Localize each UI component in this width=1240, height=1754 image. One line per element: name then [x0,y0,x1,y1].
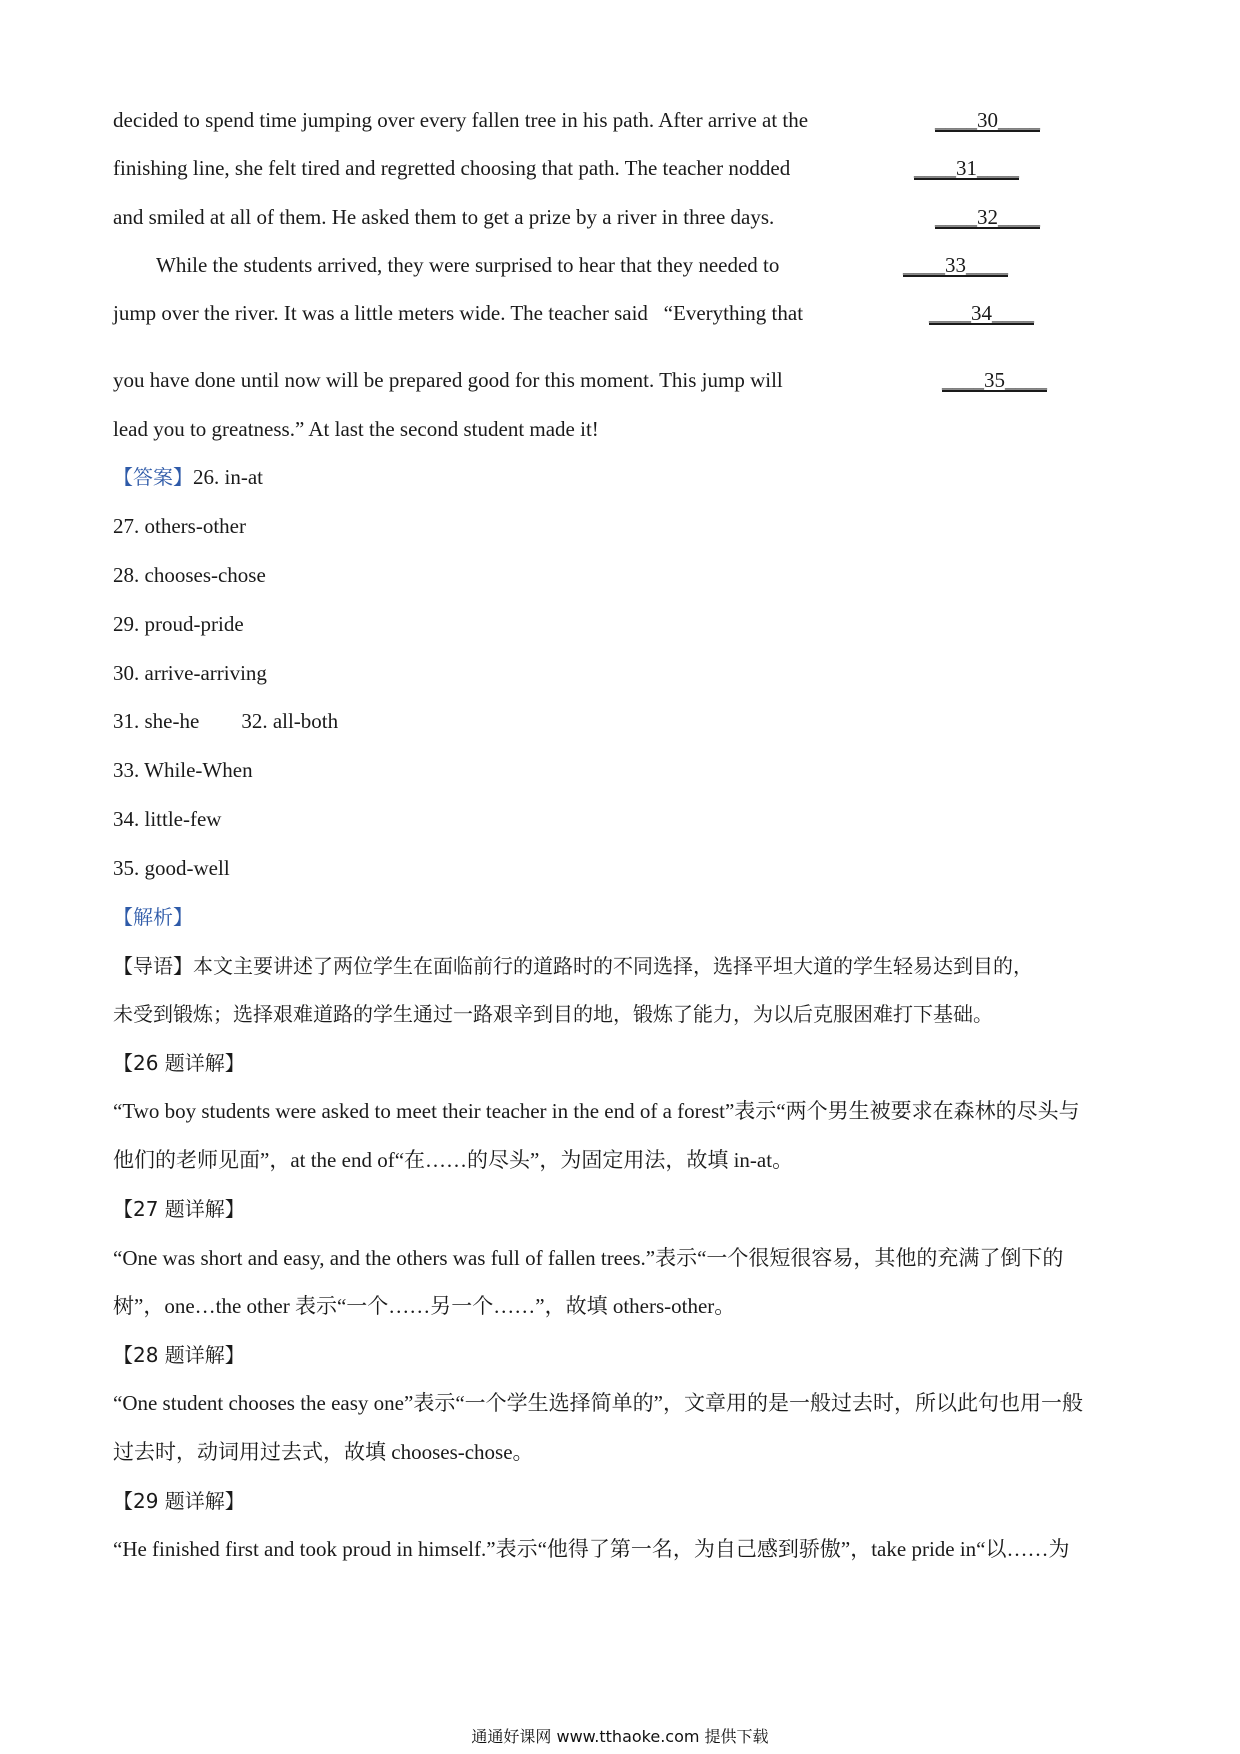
q29-line-1: “He finished first and took proud in himself.”表示“他得了第一名，为自己感到骄傲”，take pride in“以……为 [113,1537,1070,1561]
q27-line-2: 树”，one…the other 表示“一个……另一个……”，故填 others-other。 [113,1294,736,1318]
passage-line-3: and smiled at all of them. He asked them to get a prize by a river in three days. [113,205,775,229]
q29-label: 【29 题详解】 [113,1489,245,1513]
answer-33: 33. While-When [113,758,253,782]
answer-31: 31. she-he [113,709,200,733]
q26-line-2: 他们的老师见面”，at the end of“在……的尽头”，为固定用法，故填 in-at。 [113,1148,794,1172]
blank-33: ____33____ [903,253,1008,277]
q26-label: 【26 题详解】 [113,1051,245,1075]
answer-27: 27. others-other [113,514,246,538]
page-footer: 通通好课网 www.tthaoke.com 提供下载 [471,1727,769,1746]
blank-35: ____35____ [942,368,1047,392]
q27-line-1: “One was short and easy, and the others was full of fallen trees.”表示“一个很短很容易，其他的充满了倒下的 [113,1246,1064,1270]
q27-label: 【27 题详解】 [113,1197,245,1221]
q28-line-2: 过去时，动词用过去式，故填 chooses-chose。 [113,1440,534,1464]
passage-line-4: While the students arrived, they were surprised to hear that they needed to [156,253,780,277]
passage-line-5: jump over the river. It was a little meters wide. The teacher said “Everything that [113,301,804,325]
answer-heading [113,463,263,491]
answer-28: 28. chooses-chose [113,563,266,587]
answer-29: 29. proud-pride [113,612,244,636]
answer-31-32-row [113,707,338,735]
q28-line-1: “One student chooses the easy one”表示“一个学生选择简单的”，文章用的是一般过去时，所以此句也用一般 [113,1391,1083,1415]
answer-30: 30. arrive-arriving [113,661,267,685]
passage-line-2: finishing line, she felt tired and regretted choosing that path. The teacher nodded [113,156,791,180]
intro-label: 【导语】 [113,954,193,978]
answer-35: 35. good-well [113,856,230,880]
answer-26: 26. in-at [193,465,263,489]
blank-30: ____30____ [935,108,1040,132]
answer-label: 【答案】 [113,465,193,489]
answer-32: 32. all-both [241,709,339,733]
answer-34: 34. little-few [113,807,222,831]
blank-34: ____34____ [929,301,1034,325]
intro-line-1 [113,952,1033,980]
passage-line-7: lead you to greatness.” At last the second student made it! [113,417,599,441]
intro-text-1: 本文主要讲述了两位学生在面临前行的道路时的不同选择，选择平坦大道的学生轻易达到目的， [193,954,1033,978]
q28-label: 【28 题详解】 [113,1343,245,1367]
passage-line-1: decided to spend time jumping over every fallen tree in his path. After arrive at the [113,108,809,132]
analysis-label: 【解析】 [113,905,193,929]
passage-line-6: you have done until now will be prepared good for this moment. This jump will [113,368,783,392]
q26-line-1: “Two boy students were asked to meet their teacher in the end of a forest”表示“两个男生被要求在森林的尽头与 [113,1099,1080,1123]
intro-line-2: 未受到锻炼；选择艰难道路的学生通过一路艰辛到目的地，锻炼了能力，为以后克服困难打下基础。 [113,1002,993,1026]
blank-32: ____32____ [935,205,1040,229]
blank-31: ____31____ [914,156,1019,180]
